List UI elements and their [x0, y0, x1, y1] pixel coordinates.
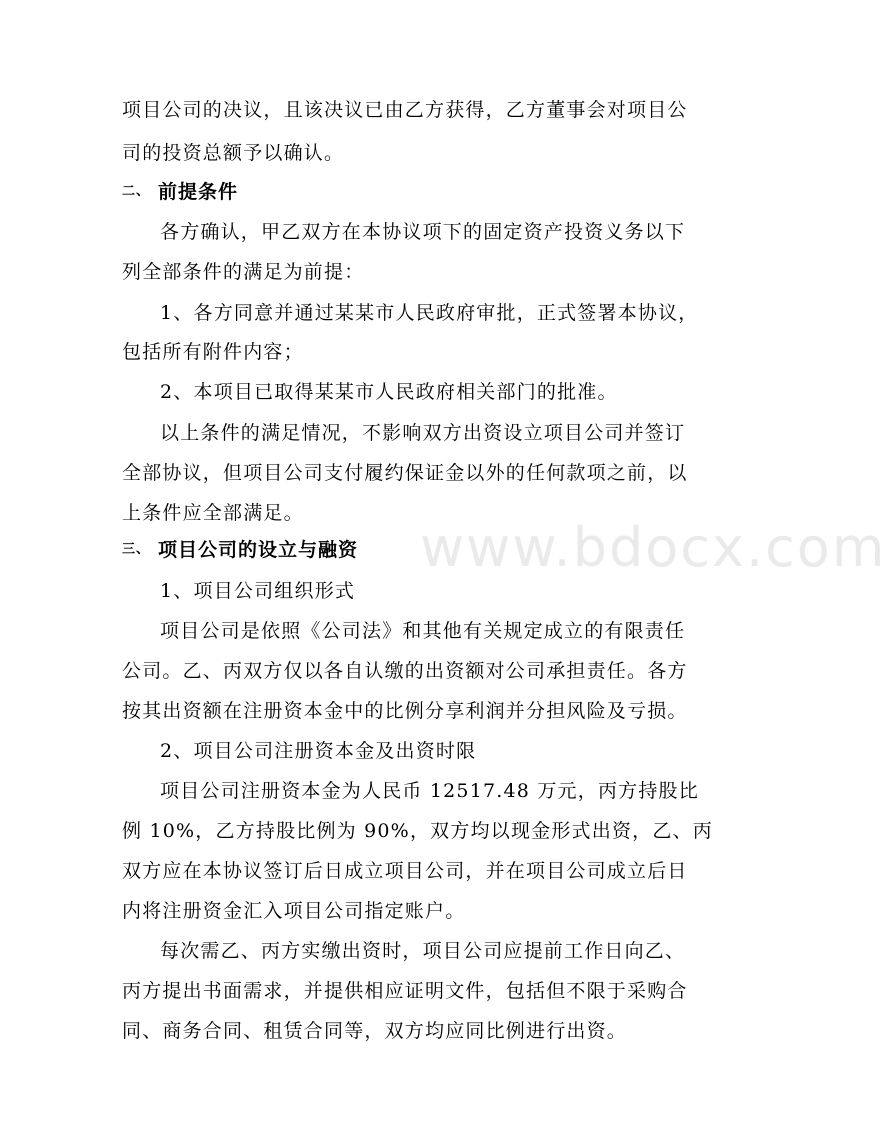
paragraph-line: 2、本项目已取得某某市人民政府相关部门的批准。: [160, 381, 618, 403]
paragraph-line: 包括所有附件内容；: [122, 341, 304, 363]
paragraph-line: 1、项目公司组织形式: [160, 580, 356, 602]
paragraph-line: 司的投资总额予以确认。: [122, 142, 345, 164]
paragraph-line: 全部协议，但项目公司支付履约保证金以外的任何款项之前，以: [122, 462, 688, 484]
paragraph-line: 按其出资额在注册资本金中的比例分享利润并分担风险及亏损。: [122, 700, 688, 722]
paragraph-line: 每次需乙、丙方实缴出资时，项目公司应提前工作日向乙、: [160, 940, 686, 962]
paragraph-line: 双方应在本协议签订后日成立项目公司，并在项目公司成立后日: [122, 860, 688, 882]
paragraph-line: 各方确认，甲乙双方在本协议项下的固定资产投资义务以下: [160, 221, 686, 243]
section-title: 前提条件: [158, 181, 239, 203]
paragraph-line: 项目公司是依照《公司法》和其他有关规定成立的有限责任: [160, 620, 686, 642]
paragraph-line: 同、商务合同、租赁合同等，双方均应同比例进行出资。: [122, 1020, 628, 1042]
section-title: 项目公司的设立与融资: [158, 539, 359, 561]
paragraph-line: 列全部条件的满足为前提：: [122, 261, 365, 283]
paragraph-line: 例 10%，乙方持股比例为 90%，双方均以现金形式出资，乙、丙: [122, 820, 713, 842]
section-number: 三、: [122, 542, 151, 557]
paragraph-line: 项目公司注册资本金为人民币 12517.48 万元，丙方持股比: [160, 780, 699, 802]
paragraph-line: 以上条件的满足情况，不影响双方出资设立项目公司并签订: [160, 422, 686, 444]
paragraph-line: 丙方提出书面需求，并提供相应证明文件，包括但不限于采购合: [122, 980, 688, 1002]
paragraph-line: 内将注册资金汇入项目公司指定账户。: [122, 900, 466, 922]
paragraph-line: 公司。乙、丙双方仅以各自认缴的出资额对公司承担责任。各方: [122, 660, 688, 682]
paragraph-line: 2、项目公司注册资本金及出资时限: [160, 740, 477, 762]
section-number: 二、: [122, 184, 151, 199]
watermark: www.bdocx.com: [420, 516, 886, 579]
paragraph-line: 1、各方同意并通过某某市人民政府审批，正式签署本协议，: [160, 302, 699, 324]
paragraph-line: 上条件应全部满足。: [122, 502, 304, 524]
paragraph-line: 项目公司的决议，且该决议已由乙方获得，乙方董事会对项目公: [122, 99, 688, 121]
